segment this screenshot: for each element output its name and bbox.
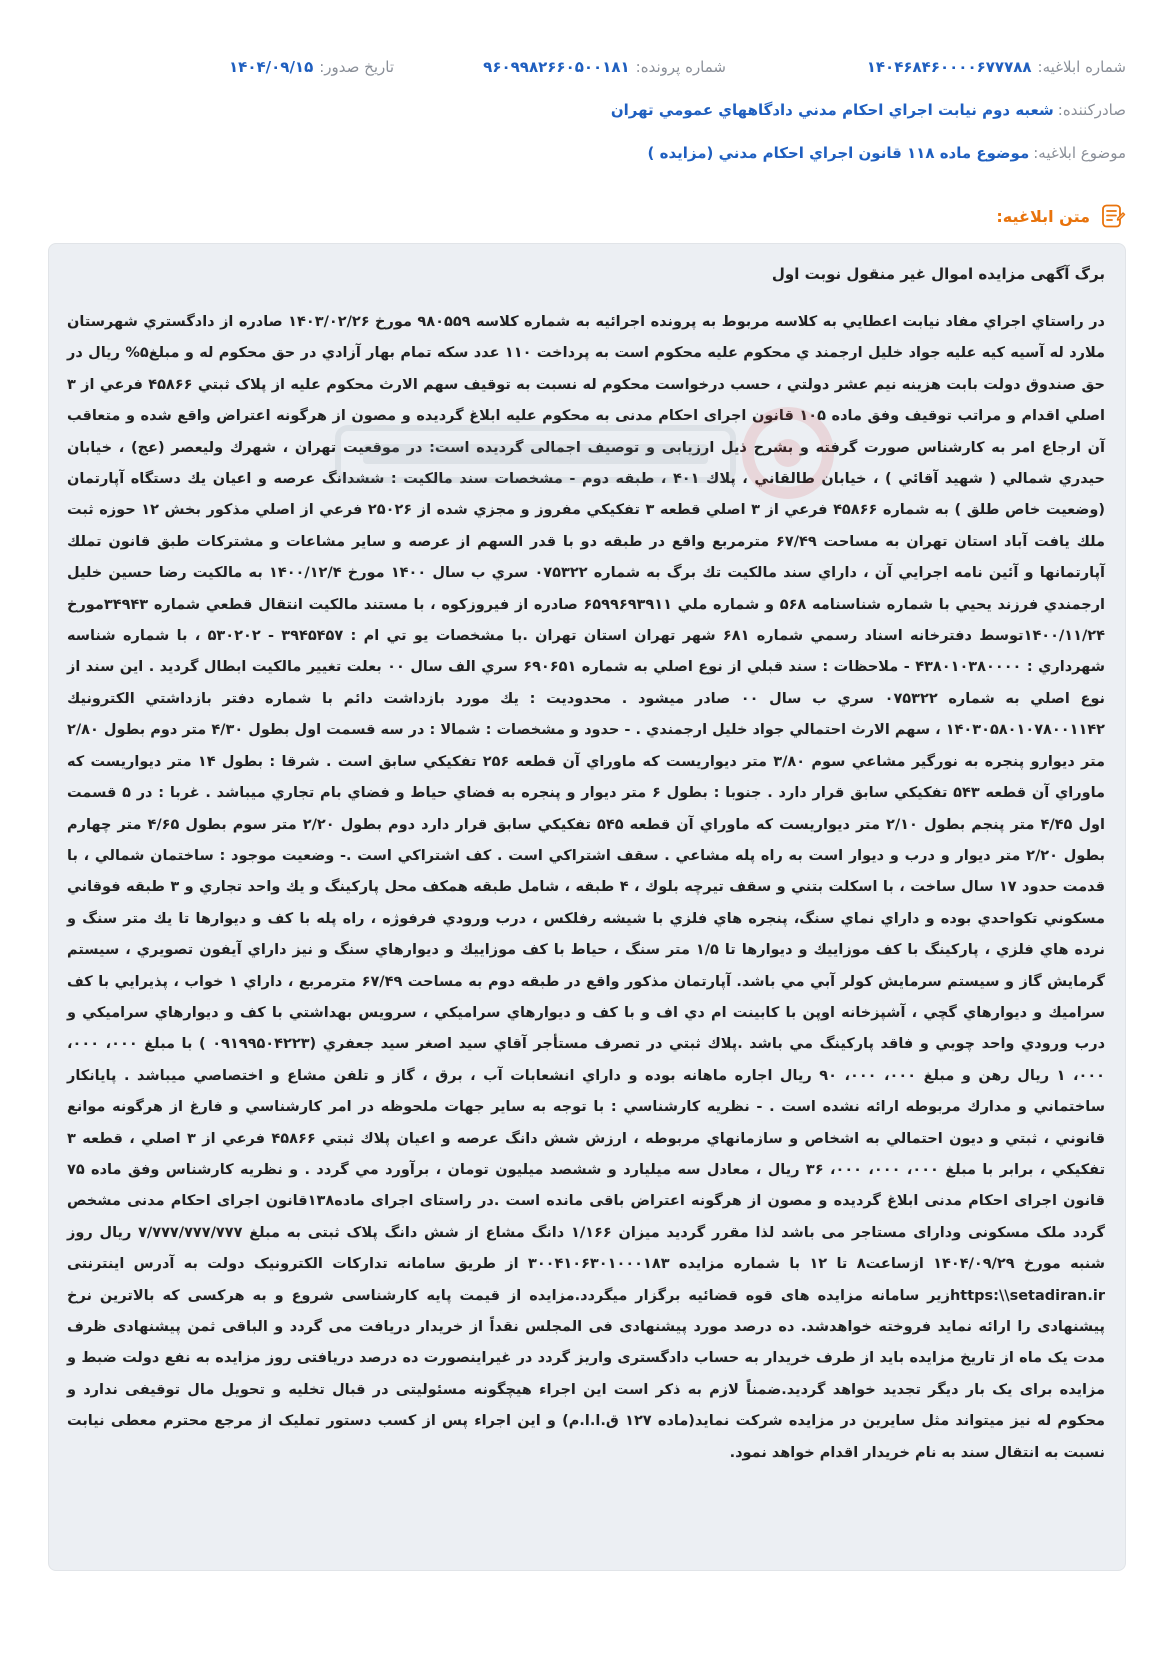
document-title: برگ آگهی مزايده اموال غير منقول نوبت اول bbox=[771, 265, 1105, 283]
sender-line bbox=[48, 101, 1126, 119]
notice-text-title: متن ابلاغیه: bbox=[996, 206, 1090, 226]
notice-content-box bbox=[48, 243, 1126, 1571]
document-body: در راستاي اجراي مفاد نيابت اعطايي به کلاسه مربوط به پرونده اجرائيه به شماره کلاسه ۹۸۰۵۵۹ مورخ ۱۴۰۳/۰۲/۲۶ صادره از دادگستري شهرستان ملارد له آسيه کيه عليه جواد خليل ارجمند ي محکوم عليه محکوم است به پرداخت ۱۱۰ عدد سکه تمام بهار آزادي در حق محکوم له و مبلغ۵% ريال در حق صندوق دولت بابت هزينه نيم عشر دولتي ، حسب درخواست محکوم له نسبت به توقيف سهم الارث محکوم عليه از پلاک ثبتي ۴۵۸۶۶ فرعي از ۳ اصلي اقدام و مراتب توقيف وفق ماده ۱۰۵ قانون اجرای احکام مدنی به محکوم عليه ابلاغ گرديده و مصون از هرگونه اعتراض واقع شده و متعاقب آن ارجاع امر به کارشناس صورت گرفته و بشرح ذيل ارزيابی و توصيف اجمالی گرديده است: در موقعيت تهران ، شهرك وليعصر (عج) ، خيابان حيدري شمالي ( شهيد آقائي ) ، خيابان طالقاني ، پلاك ۴۰۱ ، طبقه دوم - مشخصات سند مالكيت : ششدانگ عرصه و اعيان يك دستگاه آپارتمان (وضعيت خاص طلق ) به شماره ۴۵۸۶۶ فرعي از ۳ اصلي قطعه ۳ تفكيكي مفروز و مجزي شده از ۲۵۰۲۶ فرعي از اصلي مذكور بخش ۱۲ حوزه ثبت ملك يافت آباد استان تهران به مساحت ۶۷/۴۹ مترمربع واقع در طبقه دو با قدر السهم از عرصه و ساير مشاعات و مشتركات طبق قانون تملك آپارتمانها و آئين نامه اجرايي آن ، داراي سند مالكيت تك برگ به شماره ۰۷۵۳۲۲ سري ب سال ۱۴۰۰ مورخ ۱۴۰۰/۱۲/۴ به مالكيت رضا حسين خليل ارجمندي فرزند يحيي با شماره شناسنامه ۵۶۸ و شماره ملي ۶۵۹۹۶۹۳۹۱۱ صادره از فيروزكوه ، با مستند مالكيت انتقال قطعي شماره ۳۴۹۴۳مورخ ۱۴۰۰/۱۱/۲۴توسط دفترخانه اسناد رسمي شماره ۶۸۱ شهر تهران استان تهران .با مشخصات يو تي ام : ۳۹۴۵۴۵۷ - ۵۳۰۲۰۲ ، با شماره شناسه شهرداري : ۴۳۸۰۱۰۳۸۰۰۰۰ - ملاحظات : سند قبلي از نوع اصلي به شماره ۶۹۰۶۵۱ سري الف سال ۰۰ بعلت تغيير مالكيت ابطال گرديد . اين سند از نوع اصلي به شماره ۰۷۵۳۲۲ سري ب سال ۰۰ صادر ميشود . محدوديت : يك مورد بازداشت دائم با شماره دفتر بازداشتي الكترونيك ۱۴۰۳۰۵۸۰۱۰۷۸۰۰۱۱۴۲ ، سهم الارث احتمالي جواد خليل ارجمندي . - حدود و مشخصات : شمالا : در سه قسمت اول بطول ۴/۳۰ متر دوم بطول ۲/۸۰ متر ديوارو پنجره به نورگير مشاعي سوم ۳/۸۰ متر ديواريست كه ماوراي آن قطعه ۲۵۶ تفكيكي سابق است . شرقا : بطول ۱۴ متر ديواريست كه ماوراي آن قطعه ۵۴۳ تفكيكي سابق قرار دارد . جنوبا : بطول ۶ متر ديوار و پنجره به فضاي حياط و فضاي بام تجاري ميباشد . غربا : در ۵ قسمت اول ۴/۴۵ متر پنجم بطول ۲/۱۰ متر ديواريست كه ماوراي آن قطعه ۵۴۵ تفكيكي سابق قرار دارد دوم بطول ۲/۲۰ متر سوم بطول ۴/۶۵ متر چهارم بطول ۲/۲۰ متر ديوار و درب و ديوار است به راه پله مشاعي . سقف اشتراكي است . كف اشتراكي است .- وضعيت موجود : ساختمان شمالي ، با قدمت حدود ۱۷ سال ساخت ، با اسكلت بتني و سقف تيرچه بلوك ، ۴ طبقه ، شامل طبقه همكف محل پاركينگ و يك واحد تجاري و ۳ طبقه فوقاني مسكوني تكواحدي بوده و داراي نماي سنگ، پنجره هاي فلزي با شيشه رفلكس ، درب ورودي فرفوژه ، راه پله با كف و ديوارها تا يك متر سنگ و نرده هاي فلزي ، پاركينگ با كف موزاييك و ديوارها تا ۱/۵ متر سنگ ، حياط با كف موزاييك و ديوارهاي سنگ و نيز داراي آيفون تصويري ، سيستم گرمايش گاز و سيستم سرمايش كولر آبي مي باشد. آپارتمان مذكور واقع در طبقه دوم به مساحت ۶۷/۴۹ مترمربع ، داراي ۱ خواب ، پذيرايي با كف سراميك و ديوارهاي گچي ، آشپزخانه اوپن با كابينت ام دي اف و با كف و ديوارهاي سراميكي ، سرويس بهداشتي با كف و ديوارهاي سراميكي و درب ورودي واحد چوبي و فاقد پاركينگ مي باشد .پلاك ثبتي در تصرف مستأجر آقاي سيد اصغر سيد جعفري (۰۹۱۹۹۵۰۴۲۲۳ ) با مبلغ ۰۰۰، ۰۰۰، ۰۰۰، ۱ ريال رهن و مبلغ ۰۰۰، ۰۰۰، ۹۰ ريال اجاره ماهانه بوده و داراي انشعابات آب ، برق ، گاز و تلفن مشاع و اختصاصي ميباشد . پايانكار ساختماني و مدارك مربوطه ارائه نشده است . - نظريه كارشناسي : با توجه به ساير جهات ملحوظه در امر كارشناسي و فارغ از هرگونه موانع قانوني ، ثبتي و ديون احتمالي به اشخاص و سازمانهاي مربوطه ، ارزش شش دانگ عرصه و اعيان پلاك ثبتي ۴۵۸۶۶ فرعي از ۳ اصلي ، قطعه ۳ تفكيكي ، برابر با مبلغ ۰۰۰، ۰۰۰، ۰۰۰، ۳۶ ريال ، معادل سه ميليارد و ششصد ميليون تومان ، برآورد مي گردد . و نظريه كارشناس وفق ماده ۷۵ قانون اجرای احکام مدنی ابلاغ گرديده و مصون از هرگونه اعتراض باقی مانده است .در راستای اجرای ماده۱۳۸قانون اجرای احکام مدنی مشخص گردد ملک مسکونی ودارای مستاجر می باشد لذا مقرر گرديد ميزان ۱/۱۶۶ دانگ مشاع از شش دانگ پلاک ثبتی به مبلغ ۷/۷۷۷/۷۷۷/۷۷۷ ريال روز شنبه مورخ ۱۴۰۴/۰۹/۲۹ ازساعت۸ تا ۱۲ با شماره مزايده ۳۰۰۴۱۰۶۳۰۱۰۰۰۱۸۳ از طريق سامانه تدارکات الکترونيک دولت به آدرس اينترنتی https:\\setadiran.irزير سامانه مزايده های قوه قضائيه برگزار ميگردد.مزايده از قيمت پايه کارشناسی شروع و به هرکسی که بالاترين نرخ پيشنهادی را ارائه نمايد فروخته خواهدشد. ده درصد مورد پيشنهادی فی المجلس نقداً از خريدار دريافت می گردد و الباقی ثمن پيشنهادی ظرف مدت يک ماه از تاريخ مزايده بايد از طرف خريدار به حساب دادگستری واريز گردد در غيراينصورت ده درصد دريافتی روز مزايده به نفع دولت ضبط و مزايده برای يک بار ديگر تجديد خواهد گرديد.ضمناً لازم به ذکر است اين اجراء هيچگونه مسئوليتی در قبال تخليه و تحويل مال توقيفی ندارد و محکوم له نيز ميتواند مثل سايرين در مزايده شرکت نمايد(ماده ۱۲۷ ق.ا.ا.م) و اين اجراء پس از کسب دستور تمليک از مرجع محترم معطی نيابت نسبت به انتقال سند به نام خريدار اقدام خواهد نمود. bbox=[67, 314, 1106, 1461]
issue-date-value: ۱۴۰۴/۰۹/۱۵ bbox=[229, 58, 314, 76]
notice-number-value: ۱۴۰۴۶۸۴۶۰۰۰۰۶۷۷۷۸۸ bbox=[866, 58, 1032, 76]
case-number bbox=[483, 58, 726, 76]
subject-line bbox=[48, 144, 1126, 162]
subject-label: موضوع ابلاغیه: bbox=[1033, 144, 1126, 162]
subject-value: موضوع ماده ۱۱۸ قانون اجراي احکام مدني (مزايده ) bbox=[647, 144, 1030, 162]
issue-date-label: تاریخ صدور: bbox=[319, 58, 394, 76]
document-text-icon bbox=[1100, 203, 1126, 229]
issue-date bbox=[229, 58, 394, 76]
sender-value: شعبه دوم نيابت اجراي احکام مدني دادگاههاي عمومي تهران bbox=[610, 101, 1054, 119]
case-number-value: ۹۶۰۹۹۸۲۶۶۰۵۰۰۱۸۱ bbox=[483, 58, 630, 76]
notice-number-label: شماره ابلاغیه: bbox=[1037, 58, 1126, 76]
meta-row bbox=[48, 58, 1126, 82]
notice-text-header bbox=[996, 203, 1126, 229]
sender-label: صادرکننده: bbox=[1057, 101, 1126, 119]
notice-number bbox=[867, 58, 1126, 76]
case-number-label: شماره پرونده: bbox=[635, 58, 726, 76]
